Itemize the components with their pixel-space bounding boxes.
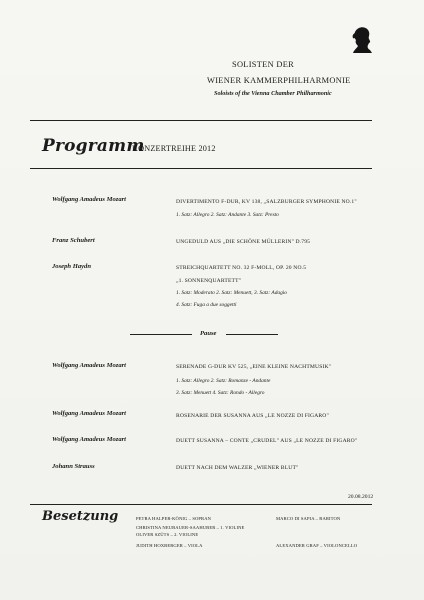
- ensemble-member: PETRA HALPER-KÖNIG – SOPRAN: [136, 516, 212, 521]
- ensemble-member: OLIVER SZÜTS – 2. VIOLINE: [136, 532, 199, 537]
- work-title: STREICHQUARTETT NO. 32 F-MOLL, OP. 20 NO.5: [176, 265, 307, 271]
- pause-label: Pause: [200, 330, 217, 337]
- ensemble-member: MARCO DI SAPIA – BARITON: [276, 516, 341, 521]
- top-rule: [30, 120, 372, 121]
- date-stamp: 20.08.2012: [348, 494, 374, 500]
- mozart-silhouette-icon: [351, 26, 373, 54]
- ensemble-tagline: Soloists of the Vienna Chamber Philharmonic: [214, 90, 332, 97]
- ensemble-member: CHRISTINA NEUBAUER-SAAHUBER – 1. VIOLINE: [136, 525, 245, 530]
- work-subtitle: „1. SONNENQUARTETT": [176, 278, 242, 284]
- bottom-rule: [30, 504, 372, 505]
- pause-rule-left: [130, 334, 192, 335]
- work-title: UNGEDULD AUS „DIE SCHÖNE MÜLLERIN" D.795: [176, 239, 311, 245]
- work-title: ROSENARIE DER SUSANNA AUS „LE NOZZE DI FIGARO": [176, 413, 329, 419]
- work-title: DUETT NACH DEM WALZER „WIENER BLUT": [176, 465, 299, 471]
- work-title: DIVERTIMENTO F-DUR, KV 138, „SALZBURGER SYMPHONIE NO.1": [176, 199, 357, 205]
- pause-rule-right: [226, 334, 278, 335]
- programm-series: KONZERTREIHE 2012: [132, 144, 216, 153]
- ensemble-name-line2: WIENER KAMMERPHILHARMONIE: [207, 76, 351, 85]
- ensemble-name-line1: SOLISTEN DER: [232, 60, 294, 69]
- ensemble-member: JUDITH HOXBERGER – VIOLA: [136, 543, 203, 548]
- ensemble-member: ALEXANDER GRAF – VIOLONCELLO: [276, 543, 358, 548]
- programm-title: Programm: [42, 136, 145, 156]
- composer-name: Joseph Haydn: [52, 263, 92, 270]
- work-title: SERENADE G-DUR KV 525, „EINE KLEINE NACHTMUSIK": [176, 364, 332, 370]
- composer-name: Johann Strauss: [52, 463, 95, 470]
- composer-name: Wolfgang Amadeus Mozart: [52, 436, 127, 443]
- composer-name: Wolfgang Amadeus Mozart: [52, 410, 127, 417]
- work-movements: 1. Satz: Allegro 2. Satz: Andante 3. Satz: Presto: [176, 212, 279, 218]
- work-movements: 4. Satz: Fuga a due soggetti: [176, 302, 237, 308]
- work-movements: 1. Satz: Moderato 2. Satz: Menuett, 3. Satz: Adagio: [176, 290, 287, 296]
- composer-name: Franz Schubert: [52, 237, 95, 244]
- besetzung-title: Besetzung: [42, 509, 119, 524]
- composer-name: Wolfgang Amadeus Mozart: [52, 362, 127, 369]
- composer-name: Wolfgang Amadeus Mozart: [52, 196, 127, 203]
- work-movements: 3. Satz: Menuett 4. Satz: Rondo - Allegro: [176, 390, 265, 396]
- work-title: DUETT SUSANNA – CONTE „CRUDEL" AUS „LE NOZZE DI FIGARO": [176, 438, 358, 444]
- programm-rule: [30, 168, 372, 169]
- work-movements: 1. Satz: Allegro 2. Satz: Romanze - Andante: [176, 378, 271, 384]
